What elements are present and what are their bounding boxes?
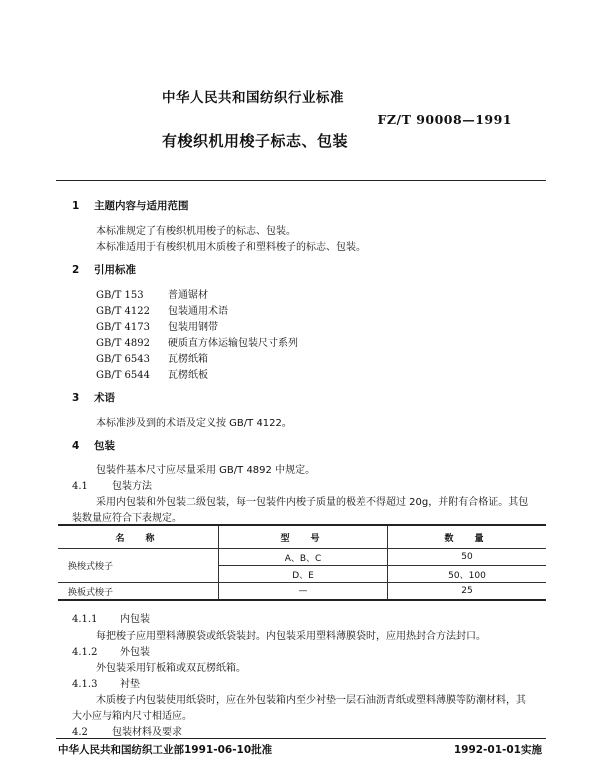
header-divider — [56, 180, 546, 181]
section-title: 引用标准 — [94, 264, 136, 276]
paragraph: 本标准规定了有梭织机用梭子的标志、包装。 — [96, 226, 296, 237]
section-number: 4 — [72, 440, 80, 452]
table-cell-qty: 50、100 — [388, 566, 547, 583]
table-cell-model: A、B、C — [219, 549, 388, 566]
reference-code: GB/T 4173 — [96, 322, 151, 333]
reference-code: GB/T 4892 — [96, 338, 151, 349]
subsection-4-1-1-heading — [72, 610, 150, 625]
standard-code: FZ/T 90008—1991 — [377, 112, 512, 127]
section-number: 3 — [72, 392, 80, 404]
table-header-cell: 名 称 — [58, 525, 219, 549]
subsection-number: 4.1.1 — [72, 614, 98, 625]
paragraph: 外包装采用钉板箱或双瓦楞纸箱。 — [96, 663, 246, 674]
reference-name: 硬质直方体运输包装尺寸系列 — [168, 338, 298, 349]
paragraph: 装数量应符合下表规定。 — [72, 513, 182, 524]
table-cell-qty: 50 — [388, 549, 547, 566]
reference-code: GB/T 4122 — [96, 306, 151, 317]
subsection-title: 衬垫 — [120, 679, 140, 690]
paragraph: 本标准涉及到的术语及定义按 GB/T 4122。 — [96, 418, 292, 429]
subsection-4-1-heading — [72, 477, 152, 492]
table-cell-qty: 25 — [388, 583, 547, 601]
reference-code: GB/T 6544 — [96, 370, 151, 381]
table-row — [58, 583, 546, 601]
section-title: 包装 — [94, 440, 115, 452]
reference-name: 瓦楞纸板 — [168, 370, 208, 381]
reference-name: 包装用钢带 — [168, 322, 218, 333]
subsection-title: 包装材料及要求 — [112, 727, 182, 738]
table-header-row — [58, 525, 546, 549]
packaging-quantity-table — [58, 524, 546, 601]
document-title: 有梭织机用梭子标志、包装 — [162, 132, 349, 150]
table-row — [58, 549, 546, 566]
reference-name: 瓦楞纸箱 — [168, 354, 208, 365]
reference-item — [96, 334, 298, 349]
effective-date: 1992-01-01实施 — [453, 744, 542, 756]
subsection-number: 4.1 — [72, 481, 88, 492]
section-title: 主题内容与适用范围 — [94, 200, 189, 212]
approval-line: 中华人民共和国纺织工业部1991-06-10批准 — [58, 744, 273, 756]
subsection-4-1-2-heading — [72, 643, 150, 658]
table-cell-model: — — [219, 583, 388, 601]
paragraph: 木质梭子内包装使用纸袋时，应在外包装箱内至少衬垫一层石油沥青纸或塑料薄膜等防潮材料，其 — [96, 695, 526, 706]
section-number: 1 — [72, 200, 80, 212]
table-cell-name: 换梭式梭子 — [58, 549, 219, 583]
reference-item — [96, 366, 208, 381]
subsection-title: 内包装 — [120, 614, 150, 625]
subsection-number: 4.2 — [72, 727, 88, 738]
paragraph: 采用内包装和外包装二级包装，每一包装件内梭子质量的极差不得超过 20g，并附有合格证。其包 — [96, 497, 529, 508]
reference-item — [96, 318, 218, 333]
reference-code: GB/T 6543 — [96, 354, 151, 365]
subsection-number: 4.1.3 — [72, 679, 98, 690]
reference-item — [96, 286, 208, 301]
reference-item — [96, 302, 228, 317]
paragraph: 大小应与箱内尺寸相适应。 — [72, 711, 192, 722]
subsection-title: 外包装 — [120, 647, 150, 658]
reference-name: 包装通用术语 — [168, 306, 228, 317]
reference-name: 普通锯材 — [168, 290, 208, 301]
subsection-title: 包装方法 — [112, 481, 152, 492]
table-cell-name: 换板式梭子 — [58, 583, 219, 601]
paragraph: 包装件基本尺寸应尽量采用 GB/T 4892 中规定。 — [96, 465, 316, 476]
section-2-heading — [72, 262, 136, 277]
section-number: 2 — [72, 264, 80, 276]
subsection-4-2-heading — [72, 723, 182, 738]
subsection-number: 4.1.2 — [72, 647, 98, 658]
section-1-heading — [72, 198, 189, 213]
reference-code: GB/T 153 — [96, 290, 144, 301]
paragraph: 本标准适用于有梭织机用木质梭子和塑料梭子的标志、包装。 — [96, 242, 366, 253]
section-4-heading — [72, 438, 115, 453]
paragraph: 每把梭子应用塑料薄膜袋或纸袋装封。内包装采用塑料薄膜袋时，应用热封合方法封口。 — [96, 631, 486, 642]
table-cell-model: D、E — [219, 566, 388, 583]
section-3-heading — [72, 390, 115, 405]
table-header-cell: 型 号 — [219, 525, 388, 549]
subsection-4-1-3-heading — [72, 675, 140, 690]
issuing-organization: 中华人民共和国纺织行业标准 — [162, 90, 344, 106]
section-title: 术语 — [94, 392, 115, 404]
table-header-cell: 数 量 — [388, 525, 547, 549]
footer-divider — [56, 738, 546, 739]
reference-item — [96, 350, 208, 365]
